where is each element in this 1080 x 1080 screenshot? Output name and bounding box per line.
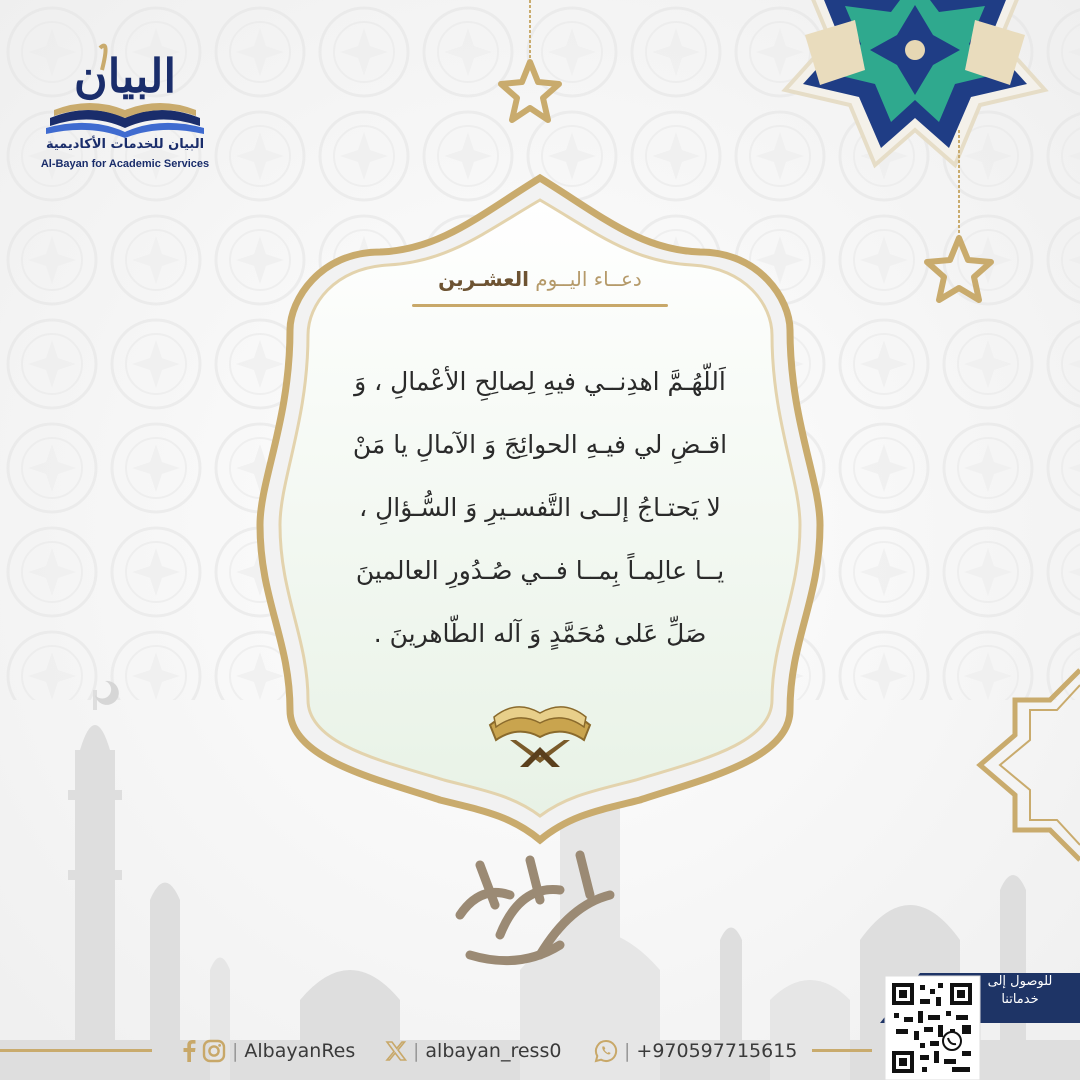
heading-day: العشـرين xyxy=(438,267,529,291)
social-handle[interactable]: AlbayanRes xyxy=(244,1040,356,1062)
separator: | xyxy=(232,1040,239,1062)
prayer-line: صَلِّ عَلى مُحَمَّدٍ وَ آله الطّاهرينَ . xyxy=(373,619,707,648)
ramadan-kareem-calligraphy xyxy=(440,845,640,975)
whatsapp-group[interactable] xyxy=(594,1038,797,1064)
prayer-text xyxy=(330,350,750,665)
dua-heading xyxy=(330,267,750,291)
calligraphy-text: رمضان كريم xyxy=(537,970,543,971)
facebook-icon[interactable] xyxy=(182,1040,196,1062)
quran-book-icon xyxy=(480,685,600,770)
prayer-line: لا يَحتـاجُ إلــى التَّفسـيرِ وَ السُّـؤالِ ، xyxy=(359,493,721,522)
prayer-line: يــا عالِمـاً بِمــا فــي صُـدُورِ العالمينَ xyxy=(355,556,725,585)
footer-contact-bar xyxy=(0,1030,1080,1070)
x-handle[interactable]: albayan_ress0 xyxy=(425,1040,562,1062)
social-handle-group[interactable] xyxy=(182,1038,355,1064)
separator: | xyxy=(413,1040,420,1062)
qr-label-line1: للوصول إلى xyxy=(987,974,1053,989)
logo-mark-text: البيان xyxy=(73,49,177,103)
whatsapp-number[interactable]: +970597715615 xyxy=(636,1040,798,1062)
footer-rule-right xyxy=(812,1049,872,1052)
heading-prefix: دعــاء اليــوم xyxy=(535,267,642,291)
qr-label-line2: خدماتنا xyxy=(1001,992,1039,1007)
x-handle-group[interactable] xyxy=(385,1038,561,1064)
separator: | xyxy=(624,1040,631,1062)
heading-underline xyxy=(412,304,668,307)
prayer-line: اَللّهُـمَّ اهدِنــي فيهِ لِصالِحِ الأعْمالِ ، وَ xyxy=(354,367,726,396)
prayer-line: اقـضِ لي فيـهِ الحوائِجَ وَ الآمالِ يا مَنْ xyxy=(352,430,728,459)
brand-name-english: Al-Bayan for Academic Services xyxy=(40,158,210,170)
footer-rule-left xyxy=(0,1049,152,1052)
whatsapp-icon[interactable] xyxy=(594,1039,618,1063)
brand-name-arabic: البيان للخدمات الأكاديمية xyxy=(45,137,205,152)
qr-label xyxy=(980,973,1060,1009)
instagram-icon[interactable] xyxy=(202,1039,226,1063)
x-icon[interactable] xyxy=(385,1040,407,1062)
